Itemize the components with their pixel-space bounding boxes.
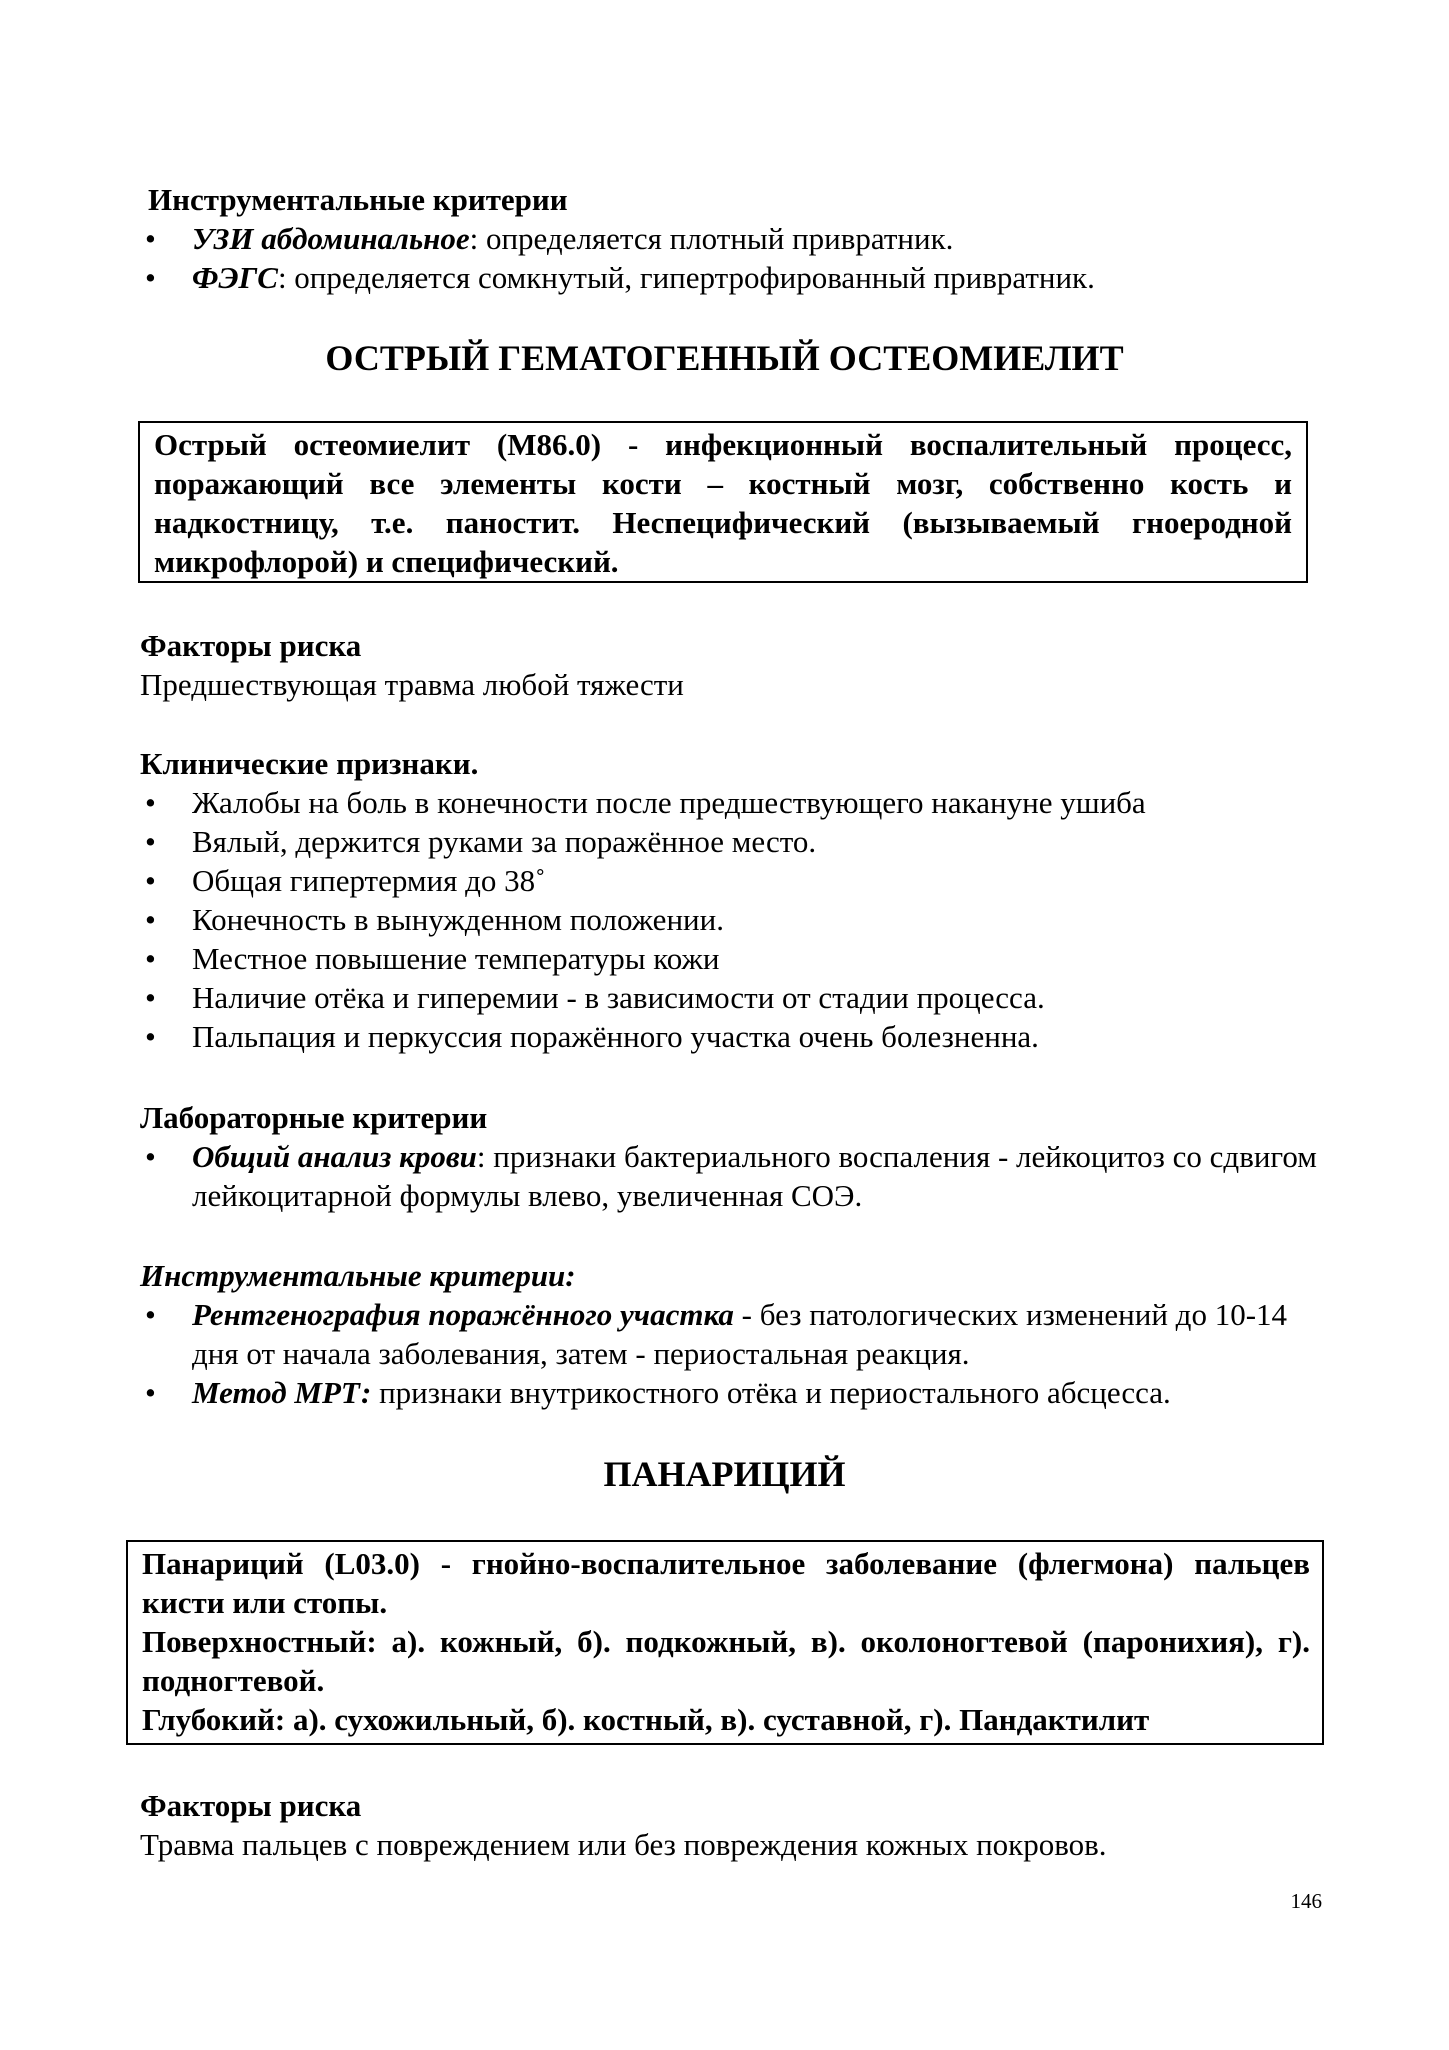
item-term: Общий анализ крови bbox=[192, 1139, 477, 1174]
item-text: Пальпация и перкуссия поражённого участка очень болезненна. bbox=[192, 1019, 1039, 1054]
list-item bbox=[140, 900, 1320, 939]
list-item bbox=[140, 219, 1320, 258]
section-heading: Инструментальные критерии: bbox=[140, 1258, 576, 1293]
item-text: : определяется плотный привратник. bbox=[469, 221, 954, 256]
list-item bbox=[140, 978, 1320, 1017]
list-item bbox=[140, 1137, 1320, 1215]
bullet-icon: • bbox=[145, 863, 156, 898]
bullet-list bbox=[140, 219, 1320, 297]
bullet-icon: • bbox=[145, 1139, 156, 1174]
bullet-list bbox=[140, 783, 1320, 1056]
definition-line: Глубокий: а). сухожильный, б). костный, в). суставной, г). Пандактилит bbox=[142, 1702, 1150, 1737]
item-text: Наличие отёка и гиперемии - в зависимости от стадии процесса. bbox=[192, 980, 1045, 1015]
osteomyelitis-title: ОСТРЫЙ ГЕМАТОГЕННЫЙ ОСТЕОМИЕЛИТ bbox=[325, 338, 1124, 378]
osteo-instrumental-section bbox=[140, 1256, 1320, 1412]
osteo-lab-section bbox=[140, 1098, 1320, 1215]
section-text: Травма пальцев с повреждением или без повреждения кожных покровов. bbox=[140, 1827, 1107, 1862]
item-term: Рентгенография поражённого участка bbox=[192, 1297, 734, 1332]
bullet-icon: • bbox=[145, 824, 156, 859]
item-text: признаки внутрикостного отёка и периостального абсцесса. bbox=[371, 1375, 1171, 1410]
item-term: ФЭГС bbox=[192, 260, 278, 295]
bullet-icon: • bbox=[145, 785, 156, 820]
bullet-icon: • bbox=[145, 221, 156, 256]
list-item bbox=[140, 861, 1320, 900]
list-item bbox=[140, 258, 1320, 297]
section-heading: Клинические признаки. bbox=[140, 746, 479, 781]
definition-line: Панариций (L03.0) - гнойно-воспалительное заболевание (флегмона) пальцев кисти или стопы. bbox=[142, 1546, 1310, 1620]
bullet-icon: • bbox=[145, 902, 156, 937]
list-item bbox=[140, 1295, 1320, 1373]
item-text: Вялый, держится руками за поражённое место. bbox=[192, 824, 817, 859]
item-term: Метод МРТ: bbox=[192, 1375, 372, 1410]
item-text: Местное повышение температуры кожи bbox=[192, 941, 720, 976]
item-term: УЗИ абдоминальное bbox=[192, 221, 470, 256]
bullet-icon: • bbox=[145, 980, 156, 1015]
bullet-list bbox=[140, 1137, 1320, 1215]
item-text: : определяется сомкнутый, гипертрофированный привратник. bbox=[277, 260, 1095, 295]
osteomyelitis-definition-box bbox=[138, 421, 1308, 583]
item-text: Общая гипертермия до 38˚ bbox=[192, 863, 546, 898]
list-item bbox=[140, 939, 1320, 978]
item-text: : признаки бактериального воспаления - лейкоцитоз со сдвигом лейкоцитарной формулы влево, увеличенная СОЭ. bbox=[192, 1139, 1317, 1213]
definition-text: Острый остеомиелит (М86.0) - инфекционный воспалительный процесс, поражающий все элементы кости – костный мозг, собственно кость и надкостницу, т.е. паностит. Неспецифический (вызываемый гноеродной микрофлорой) и специфический. bbox=[154, 427, 1292, 579]
panaritium-definition-box bbox=[126, 1540, 1324, 1745]
item-text: - без патологических изменений до 10-14 дня от начала заболевания, затем - периостальная реакция. bbox=[192, 1297, 1288, 1371]
list-item bbox=[140, 822, 1320, 861]
bullet-icon: • bbox=[145, 941, 156, 976]
bullet-icon: • bbox=[145, 1019, 156, 1054]
item-text: Конечность в вынужденном положении. bbox=[192, 902, 724, 937]
bullet-icon: • bbox=[145, 260, 156, 295]
section-heading: Лабораторные критерии bbox=[140, 1100, 488, 1135]
definition-line: Поверхностный: а). кожный, б). подкожный, в). околоногтевой (паронихия), г). подногтевой. bbox=[142, 1624, 1310, 1698]
panaritium-title: ПАНАРИЦИЙ bbox=[603, 1454, 846, 1494]
bullet-icon: • bbox=[145, 1375, 156, 1410]
list-item bbox=[140, 1373, 1320, 1412]
osteo-clinical-section bbox=[140, 744, 1320, 1056]
osteo-risk-section bbox=[140, 626, 1320, 704]
section-heading: Факторы риска bbox=[140, 628, 362, 663]
bullet-icon: • bbox=[145, 1297, 156, 1332]
page-number: 146 bbox=[1290, 1889, 1322, 1913]
item-text: Жалобы на боль в конечности после предшествующего накануне ушиба bbox=[192, 785, 1146, 820]
list-item bbox=[140, 1017, 1320, 1056]
panaritium-risk-section bbox=[140, 1786, 1320, 1864]
bullet-list bbox=[140, 1295, 1320, 1412]
top-instrumental-section bbox=[140, 180, 1320, 297]
section-heading: Факторы риска bbox=[140, 1788, 362, 1823]
section-heading: Инструментальные критерии bbox=[148, 182, 568, 217]
list-item bbox=[140, 783, 1320, 822]
section-text: Предшествующая травма любой тяжести bbox=[140, 667, 684, 702]
